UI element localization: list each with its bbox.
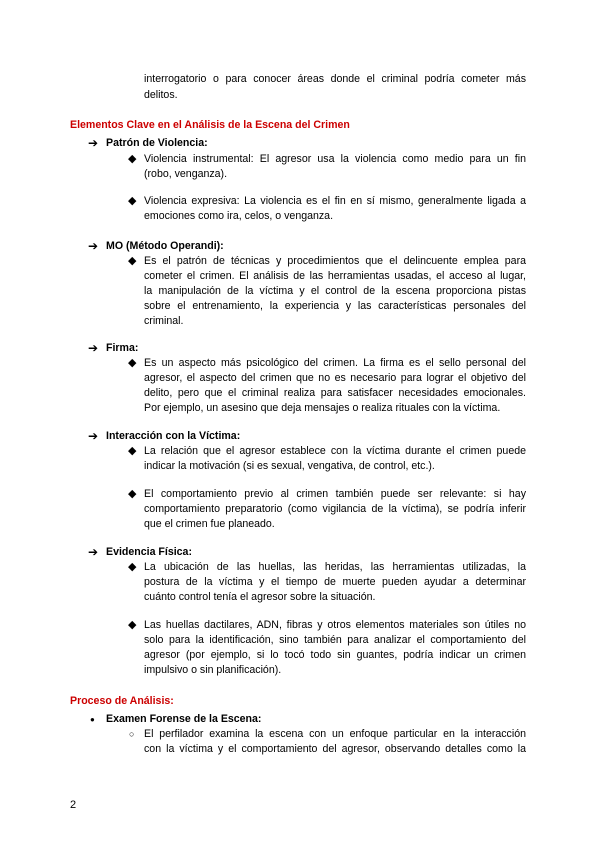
diamond-bullet-icon: ◆ (128, 195, 137, 207)
intro-line: interrogatorio o para conocer áreas donde el criminal podría cometer más (144, 73, 526, 85)
bullet-line: Por ejemplo, un asesino que deja mensajes o realiza rituales con la víctima. (144, 402, 501, 414)
diamond-bullet-icon: ◆ (128, 357, 137, 369)
bullet-line: impulsivo o sin planificación). (144, 664, 282, 676)
bullet-line: delito, pero que el criminal realiza para satisfacer necesidades emocionales. (144, 387, 526, 399)
disc-bullet-icon: ● (90, 715, 95, 724)
arrow-icon: ➔ (88, 341, 99, 355)
diamond-bullet-icon: ◆ (128, 255, 137, 267)
bullet-line: Es un aspecto más psicológico del crimen. La firma es el sello personal del (144, 357, 526, 369)
diamond-bullet-icon: ◆ (128, 619, 137, 631)
item-label: Firma: (106, 342, 139, 354)
page-number: 2 (70, 799, 77, 811)
bullet-line: Es el patrón de técnicas y procedimientos que el delincuente emplea para (144, 255, 526, 267)
item-label: Examen Forense de la Escena: (106, 713, 262, 725)
bullet-line: con la víctima y el comportamiento del agresor, observando detalles como la (144, 743, 526, 755)
bullet-line: emociones como ira, celos, o venganza. (144, 210, 334, 222)
bullet-line: agresor (por ejemplo, si lo tocó todo sin guantes, podría indicar un crimen (144, 649, 526, 661)
bullet-line: la manipulación de la víctima y el control de la escena proporciona pistas (144, 285, 526, 297)
item-label: Patrón de Violencia: (106, 137, 208, 149)
bullet-line: sobre el entrenamiento, la experiencia y las características personales del (144, 300, 526, 312)
section-heading: Elementos Clave en el Análisis de la Escena del Crimen (70, 119, 350, 131)
section-heading: Proceso de Análisis: (70, 695, 174, 707)
diamond-bullet-icon: ◆ (128, 445, 137, 457)
bullet-line: postura de la víctima y el tiempo de muerte pueden ayudar a determinar (144, 576, 526, 588)
bullet-line: criminal. (144, 315, 184, 327)
bullet-line: (robo, venganza). (144, 168, 228, 180)
circle-bullet-icon: ○ (129, 729, 135, 739)
bullet-line: La ubicación de las huellas, las heridas, las herramientas utilizadas, la (144, 561, 526, 573)
bullet-line: El comportamiento previo al crimen también puede ser relevante: si hay (144, 488, 526, 500)
bullet-line: comportamiento preparatorio (como vigilancia de la víctima), se podría inferir (144, 503, 526, 515)
bullet-line: agresor, el aspecto del crimen que no es necesario para lograr el objetivo del (144, 372, 526, 384)
diamond-bullet-icon: ◆ (128, 561, 137, 573)
arrow-icon: ➔ (88, 429, 99, 443)
bullet-line: que el crimen fue planeado. (144, 518, 275, 530)
bullet-line: cometer el crimen. El análisis de las herramientas usadas, el acceso al lugar, (144, 270, 526, 282)
item-label: MO (Método Operandi): (106, 240, 224, 252)
intro-line: delitos. (144, 89, 178, 101)
bullet-line: Violencia expresiva: La violencia es el fin en sí mismo, generalmente ligada a (144, 195, 526, 207)
item-label: Evidencia Física: (106, 546, 192, 558)
bullet-line: cuánto control tenía el agresor sobre la situación. (144, 591, 376, 603)
item-label: Interacción con la Víctima: (106, 430, 241, 442)
bullet-line: Las huellas dactilares, ADN, fibras y otros elementos materiales son útiles no (144, 619, 526, 631)
bullet-line: solo para la identificación, sino también para analizar el comportamiento del (144, 634, 526, 646)
arrow-icon: ➔ (88, 545, 99, 559)
diamond-bullet-icon: ◆ (128, 488, 137, 500)
arrow-icon: ➔ (88, 239, 99, 253)
bullet-line: Violencia instrumental: El agresor usa la violencia como medio para un fin (144, 153, 526, 165)
bullet-line: indicar la motivación (si es sexual, vengativa, de control, etc.). (144, 460, 435, 472)
bullet-line: El perfilador examina la escena con un enfoque particular en la interacción (144, 728, 526, 740)
bullet-line: La relación que el agresor establece con la víctima durante el crimen puede (144, 445, 526, 457)
arrow-icon: ➔ (88, 136, 99, 150)
diamond-bullet-icon: ◆ (128, 153, 137, 165)
